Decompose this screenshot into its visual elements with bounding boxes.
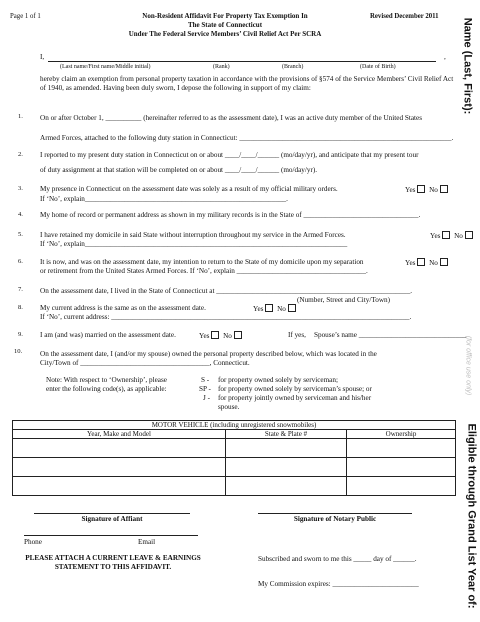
- item-2-line2: of duty assignment at that station will be completed on or about ____/____/______ (mo/day/yr).: [40, 166, 318, 174]
- item-9-yes-no: Yes No: [199, 331, 242, 340]
- email-label: Email: [138, 538, 156, 546]
- item-number: 1.: [18, 113, 23, 120]
- revision-date: Revised December 2011: [370, 13, 439, 20]
- i-label: I,: [40, 53, 45, 61]
- item-number: 8.: [18, 304, 23, 311]
- item-5-line1: I have retained my domicile in said State without interruption throughout my service in the Armed Forces.: [40, 231, 346, 239]
- item-3-yes-no: Yes No: [405, 185, 448, 194]
- commission-expires: My Commission expires: ________________________: [258, 580, 419, 588]
- item-9-ifyes: If yes,: [288, 331, 306, 339]
- ownership-code-text: for property jointly owned by serviceman and his/her: [218, 394, 372, 402]
- intro-paragraph: hereby claim an exemption from personal property taxation in accordance with the provisions of §574 of the Service Members’ Civil Relief Act of 1940, as amended. Having been duly sworn, I depose the following in support of my claim:: [40, 75, 454, 92]
- item-8-line2: If ‘No’, current address: ___________________________________________________________________________________.: [40, 313, 412, 321]
- yes-checkbox[interactable]: [265, 304, 273, 312]
- sworn-statement: Subscribed and sworn to me this _____ day of ______.: [258, 555, 417, 563]
- item-6-line1: It is now, and was on the assessment date, my intention to return to the State of my domicile upon my separation: [40, 258, 364, 266]
- page-number: Page 1 of 1: [10, 13, 41, 20]
- sidebar-eligible-label: Eligible through Grand List Year of:: [465, 423, 478, 609]
- item-8-line1: My current address is the same as on the assessment date.: [40, 304, 206, 312]
- item-10-line1: On the assessment date, I (and/or my spouse) owned the personal property described below, which was located in the: [40, 350, 377, 358]
- affiant-signature-line[interactable]: [34, 513, 190, 514]
- rank-label: (Rank): [213, 64, 230, 70]
- notary-signature-line[interactable]: [258, 513, 412, 514]
- table-row: [13, 477, 456, 496]
- branch-label: (Branch): [282, 64, 304, 70]
- item-2-line1: I reported to my present duty station in Connecticut on or about ____/____/______ (mo/day/yr), and anticipate that my present tour: [40, 151, 419, 159]
- item-number: 7.: [18, 286, 23, 293]
- item-number: 6.: [18, 258, 23, 265]
- item-number: 5.: [18, 231, 23, 238]
- ownership-code: SP -: [199, 385, 211, 393]
- sidebar-office-use: (for office use only): [464, 335, 472, 396]
- table-cell[interactable]: [226, 477, 347, 496]
- phone-email-line[interactable]: [24, 535, 198, 536]
- item-5-yes-no: Yes No: [430, 231, 473, 240]
- form-title-line2: The State of Connecticut: [187, 21, 263, 29]
- table-cell[interactable]: [226, 458, 347, 477]
- dob-label: (Date of Birth): [360, 64, 396, 70]
- item-6-yes-no: Yes No: [405, 258, 448, 267]
- item-number: 3.: [18, 185, 23, 192]
- item-number: 4.: [18, 211, 23, 218]
- ownership-code: S -: [201, 376, 210, 384]
- ownership-code-text: for property owned solely by serviceman;: [218, 376, 338, 384]
- yes-checkbox[interactable]: [417, 185, 425, 193]
- col-ownership: Ownership: [347, 430, 456, 439]
- item-4-line1: My home of record or permanent address as shown in my military records is in the State of ________________________________.: [40, 211, 421, 219]
- form-title-line1: Non-Resident Affidavit For Property Tax Exemption In: [142, 12, 308, 20]
- table-cell[interactable]: [347, 439, 456, 458]
- attach-notice-line1: PLEASE ATTACH A CURRENT LEAVE & EARNINGS: [25, 554, 201, 562]
- item-8-yes-no: Yes No: [253, 304, 296, 313]
- table-row: [13, 458, 456, 477]
- ownership-code: J -: [203, 394, 210, 402]
- item-7-line1: On the assessment date, I lived in the State of Connecticut at ______________________________________________________.: [40, 287, 413, 295]
- col-state-plate: State & Plate #: [226, 430, 347, 439]
- item-1-line1: On or after October 1, __________ (hereinafter referred to as the assessment date), I was an active duty member of the United States: [40, 114, 422, 122]
- ownership-code-text-cont: spouse.: [218, 403, 240, 411]
- no-checkbox[interactable]: [440, 258, 448, 266]
- table-cell[interactable]: [347, 458, 456, 477]
- item-3-line1: My presence in Connecticut on the assessment date was solely as a result of my official military orders.: [40, 185, 338, 193]
- no-checkbox[interactable]: [465, 231, 473, 239]
- attach-notice-line2: STATEMENT TO THIS AFFIDAVIT.: [54, 563, 172, 571]
- notary-signature-label: Signature of Notary Public: [293, 515, 377, 523]
- yes-checkbox[interactable]: [417, 258, 425, 266]
- phone-label: Phone: [24, 538, 42, 546]
- name-rank-field[interactable]: [48, 61, 436, 62]
- col-year-make-model: Year, Make and Model: [13, 430, 226, 439]
- item-number: 9.: [18, 331, 23, 338]
- affiant-signature-label: Signature of Affiant: [81, 515, 143, 523]
- item-1-line2: Armed Forces, attached to the following duty station in Connecticut: ___________________________________________________________.: [40, 134, 454, 142]
- item-10-line2: City/Town of ____________________________________, Connecticut.: [40, 359, 250, 367]
- item-number: 10.: [14, 348, 23, 355]
- ownership-note-line1: Note: With respect to ‘Ownership’, please: [46, 376, 167, 384]
- item-7-sublabel: (Number, Street and City/Town): [297, 296, 391, 304]
- ownership-code-text: for property owned solely by serviceman’s spouse; or: [218, 385, 372, 393]
- item-5-line2: If ‘No’, explain_________________________________________________________________________: [40, 240, 348, 248]
- name-label: (Last name/First name/Middle initial): [60, 64, 151, 70]
- yes-checkbox[interactable]: [211, 331, 219, 339]
- item-6-line2: or retirement from the United States Armed Forces. If ‘No’, explain ____________________________________.: [40, 267, 368, 275]
- motor-vehicle-table: [12, 420, 456, 496]
- no-checkbox[interactable]: [440, 185, 448, 193]
- table-cell[interactable]: [13, 439, 226, 458]
- ownership-note-line2: enter the following code(s), as applicable:: [46, 385, 167, 393]
- no-checkbox[interactable]: [234, 331, 242, 339]
- table-cell[interactable]: [13, 477, 226, 496]
- table-title: MOTOR VEHICLE (including unregistered snowmobiles): [13, 421, 456, 430]
- item-3-line2: If ‘No’, explain________________________________________________________.: [40, 195, 288, 203]
- table-cell[interactable]: [347, 477, 456, 496]
- item-9-line1: I am (and was) married on the assessment date.: [40, 331, 176, 339]
- table-cell[interactable]: [226, 439, 347, 458]
- table-row: [13, 439, 456, 458]
- form-title-line3: Under The Federal Service Members’ Civil Relief Act Per SCRA: [128, 30, 322, 38]
- item-number: 2.: [18, 151, 23, 158]
- no-checkbox[interactable]: [288, 304, 296, 312]
- spouse-name-field: Spouse’s name ______________________________: [314, 331, 467, 339]
- table-cell[interactable]: [13, 458, 226, 477]
- yes-checkbox[interactable]: [442, 231, 450, 239]
- sidebar-name-label: Name (Last, First):: [461, 17, 474, 115]
